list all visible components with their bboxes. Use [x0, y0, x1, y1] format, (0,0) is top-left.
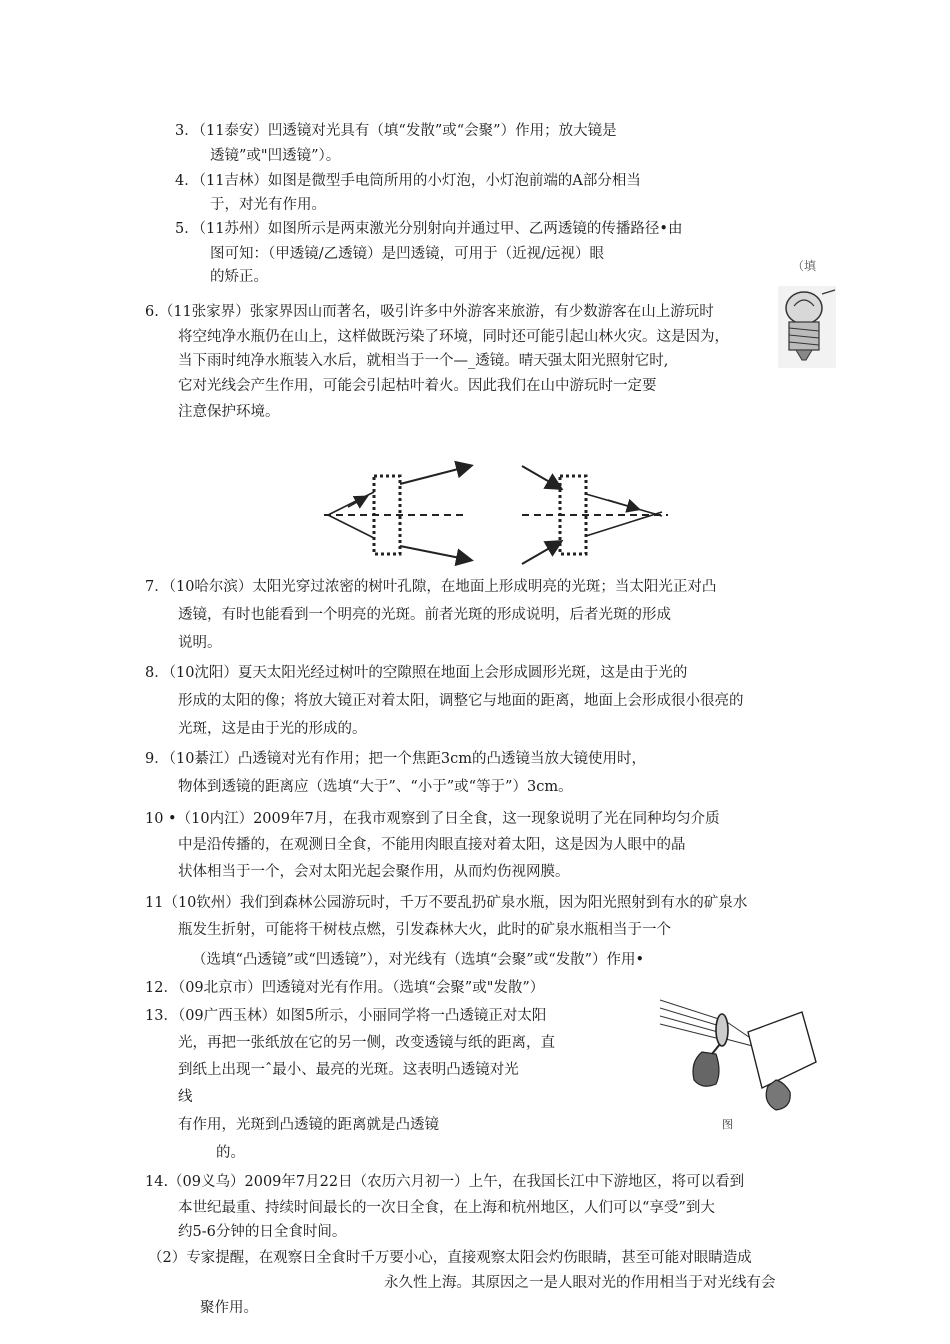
q14-line3: 约5-6分钟的日全食时间。: [178, 1224, 347, 1240]
q6-line3: 当下雨时纯净水瓶装入水后，就相当于一个—_透镜。晴天强太阳光照射它时,: [178, 353, 669, 369]
q14-line4: （2）专家提醒，在观察日全食时千万要小心，直接观察太阳会灼伤眼睛，甚至可能对眼睛造成: [148, 1250, 752, 1266]
q7-line2: 透镜，有时也能看到一个明亮的光斑。前者光斑的形成说明，后者光斑的形成: [178, 607, 671, 623]
bulb-icon: [778, 286, 836, 368]
q14-line5: 永久性上海。其原因之一是人眼对光的作用相当于对光线有会: [384, 1275, 776, 1291]
q10-line2: 中是沿传播的，在观测日全食，不能用肉眼直接对着太阳，这是因为人眼中的晶: [178, 837, 686, 853]
q12-line1: 12．（09北京市）凹透镜对光有作用。（选填“会聚”或"发散”）: [145, 980, 545, 996]
side-fill-text: （填: [792, 259, 817, 273]
q4-line2: 于，对光有作用。: [210, 197, 326, 213]
q14-line6: 聚作用。: [200, 1300, 258, 1316]
q5-line2: 图可知：（甲透镜/乙透镜）是凹透镜，可用于（近视/远视）眼: [210, 246, 605, 262]
q11-line3: （选填“凸透镜”或“凹透镜”），对光线有（选填“会聚”或“发散”）作用•: [192, 952, 645, 968]
q6-line2: 将空纯净水瓶仍在山上，这样做既污染了环境，同时还可能引起山林火灾。这是因为，: [178, 329, 729, 345]
q3-line2: 透镜”或"凹透镜”）。: [210, 148, 341, 164]
q14-line1: 14.（09义乌）2009年7月22日（农历六月初一）上午，在我国长江中下游地区，将可以看到: [145, 1174, 745, 1190]
lens-diagram: [318, 460, 678, 570]
q9-line2: 物体到透镜的距离应（选填“大于”、“小于”或“等于”）3cm。: [178, 779, 573, 795]
q3-line1: 3．（11泰安）凹透镜对光具有（填“发散”或“会聚”）作用；放大镜是: [175, 123, 617, 139]
q10-line1: 10 •（10内江）2009年7月，在我市观察到了日全食，这一现象说明了光在同种均匀介质: [145, 811, 720, 827]
q7-line1: 7．（10哈尔滨）太阳光穿过浓密的树叶孔隙，在地面上形成明亮的光斑；当太阳光正对凸: [145, 579, 717, 595]
q6-line5: 注意保护环境。: [178, 404, 280, 420]
q11-line1: 11（10钦州）我们到森林公园游玩时，千万不要乱扔矿泉水瓶，因为阳光照射到有水的矿泉水: [145, 895, 748, 911]
bulb-figure: [778, 286, 836, 368]
lens-focusing-icon: [650, 992, 820, 1114]
q6-line4: 它对光线会产生作用，可能会引起枯叶着火。因此我们在山中游玩时一定要: [178, 378, 657, 394]
q11-line2: 瓶发生折射，可能将干树枝点燃，引发森林大火，此时的矿泉水瓶相当于一个: [178, 922, 671, 938]
two-lens-beams-icon: [318, 460, 678, 570]
q5-line1: 5．（11苏州）如图所示是两束激光分别射向并通过甲、乙两透镜的传播路径•由: [175, 221, 683, 237]
q13-line2: 光，再把一张纸放在它的另一侧，改变透镜与纸的距离，直: [178, 1035, 555, 1051]
q7-line3: 说明。: [178, 635, 222, 651]
q9-line1: 9．（10綦江）凸透镜对光有作用；把一个焦距3cm的凸透镜当放大镜使用时，: [145, 751, 647, 767]
q13-line5: 有作用，光斑到凸透镜的距离就是凸透镜: [178, 1117, 439, 1133]
figure-caption: 图: [722, 1118, 733, 1131]
q8-line3: 光斑，这是由于光的形成的。: [178, 721, 367, 737]
q5-line3: 的矫正。: [210, 269, 268, 285]
q13-line6: 的。: [216, 1145, 245, 1161]
q6-line1: 6.（11张家界）张家界因山而著名，吸引许多中外游客来旅游，有少数游客在山上游玩时: [145, 304, 714, 320]
q8-line2: 形成的太阳的像；将放大镜正对着太阳，调整它与地面的距离，地面上会形成很小很亮的: [178, 693, 744, 709]
q10-line3: 状体相当于一个，会对太阳光起会聚作用，从而灼伤视网膜。: [178, 864, 570, 880]
q4-line1: 4．（11吉林）如图是微型手电筒所用的小灯泡，小灯泡前端的A部分相当: [175, 173, 641, 189]
q14-line2: 本世纪最重、持续时间最长的一次日全食，在上海和杭州地区，人们可以“享受”到大: [178, 1200, 715, 1216]
q13-line3: 到纸上出现一ˆ最小、最亮的光斑。这表明凸透镜对光: [178, 1062, 519, 1078]
q13-line1: 13．（09广西玉林）如图5所示，小丽同学将一凸透镜正对太阳: [145, 1008, 547, 1024]
convex-lens-sunlight-figure: [650, 992, 820, 1114]
q13-line4: 线: [178, 1089, 193, 1105]
q8-line1: 8．（10沈阳）夏天太阳光经过树叶的空隙照在地面上会形成圆形光斑，这是由于光的: [145, 665, 688, 681]
